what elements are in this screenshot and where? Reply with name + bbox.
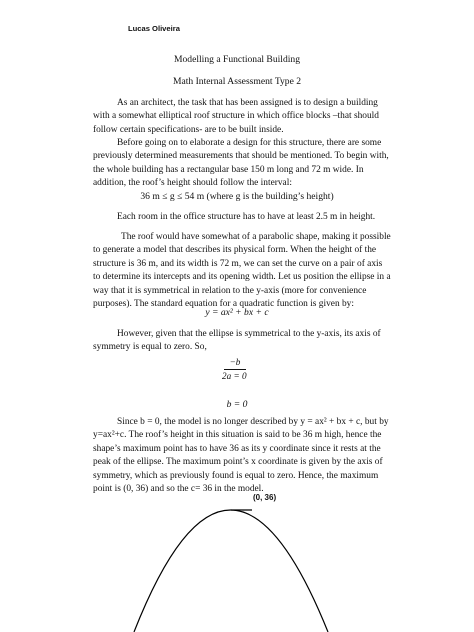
peak-label: (0, 36) <box>253 493 277 502</box>
standard-quadratic-equation: y = ax² + bx + c <box>205 307 269 318</box>
paragraph-intro: As an architect, the task that has been assigned is to design a building with a somewhat elliptical roof structure in which office blocks –that should follow certain specifications- are to be built inside. <box>93 98 379 135</box>
document-title: Modelling a Functional Building <box>173 54 301 65</box>
fraction-numerator: −b <box>229 357 241 367</box>
height-interval: 36 m ≤ g ≤ 54 m (where g is the building’s height) <box>140 191 334 202</box>
paragraph-symmetry: However, given that the ellipse is symmetrical to the y-axis, its axis of symmetry is equal to zero. So, <box>93 329 381 353</box>
b-equals-zero: b = 0 <box>226 399 248 410</box>
paragraph-measurements: Before going on to elaborate a design for this structure, there are some previously determined measurements that should be mentioned. To begin with, the whole building has a rectangular base 150 m long and 72 m wide. In addition, the roof’s height should follow the interval: <box>93 138 389 189</box>
parabola-curve <box>134 510 328 632</box>
fraction-denominator: 2a = 0 <box>222 371 247 381</box>
paragraph-room-height: Each room in the office structure has to have at least 2.5 m in height. <box>117 212 376 222</box>
paragraph-parabola: The roof would have somewhat of a parabolic shape, making it possible to generate a model that describes its physical form. When the height of the structure is 36 m, and its width is 72 m, we can set the curve on a pair of axis to determine its intercepts and its opening width. Let us position the ellipse in a way that it is symmetrical in relation to the y-axis (more for convenience purposes). The standard equation for a quadratic function is given by: <box>93 232 391 310</box>
paragraph-maximum-point: Since b = 0, the model is no longer described by y = ax² + bx + c, but by y=ax²+c. The roof’s height in this situation is said to be 36 m high, hence the shape’s maximum point has to have 36 as its y coordinate since it rests at the peak of the ellipse. The maximum point’s x coordinate is given by the axis of symmetry, which as previously found is equal to zero. Hence, the maximum point is (0, 36) and so the c= 36 in the model. <box>93 417 389 495</box>
document-subtitle: Math Internal Assessment Type 2 <box>172 76 302 87</box>
author-name: Lucas Oliveira <box>128 24 180 33</box>
